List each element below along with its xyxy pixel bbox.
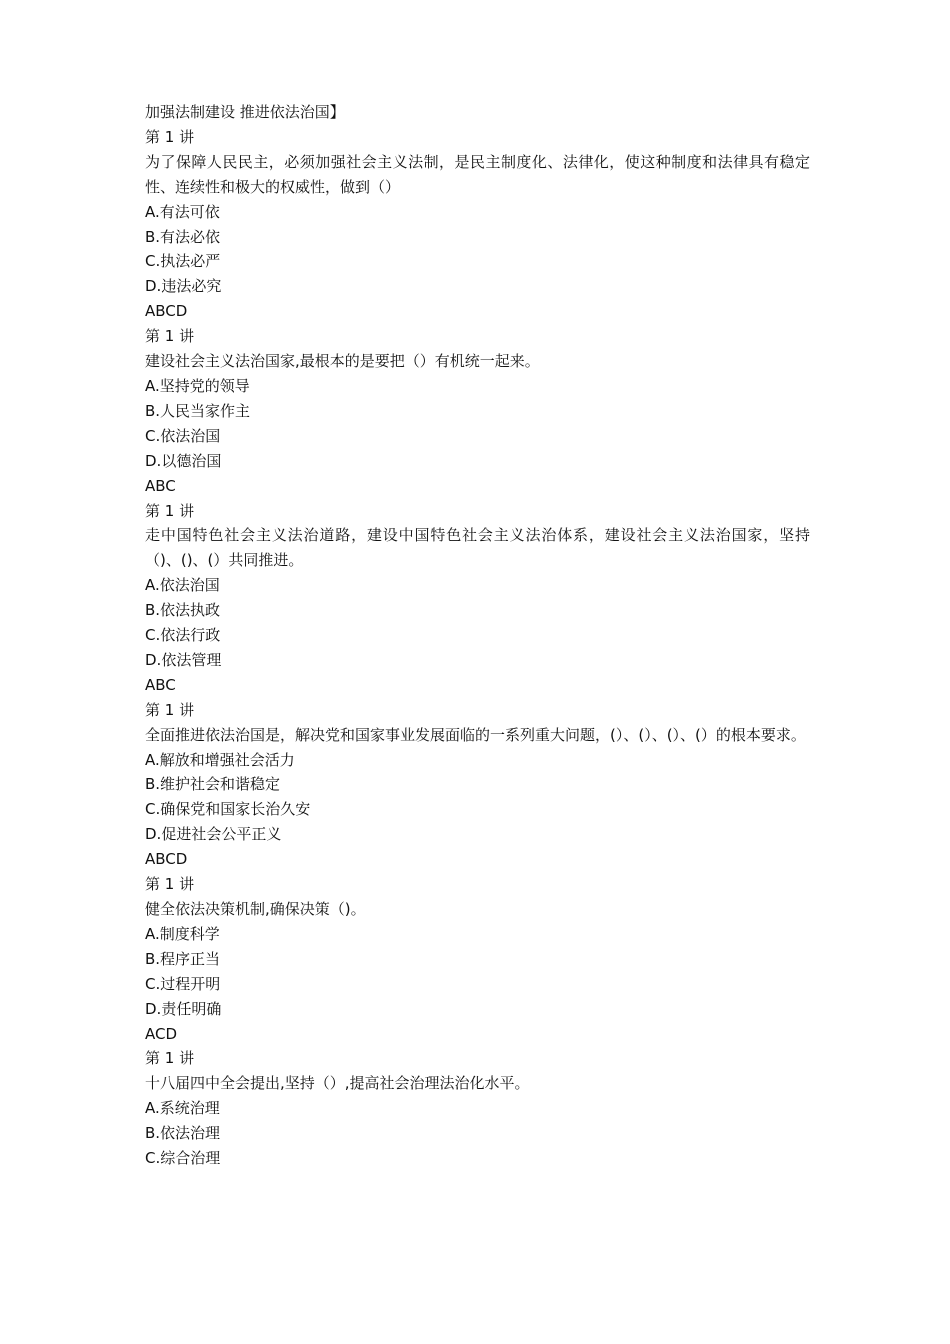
- option-a: A.有法可依: [145, 202, 220, 221]
- option-a: A.坚持党的领导: [145, 376, 250, 395]
- option-b: B.依法执政: [145, 601, 221, 620]
- option-d: D.违法必究: [145, 277, 222, 296]
- option-b: B.维护社会和谐稳定: [145, 775, 281, 794]
- answer-key: ABC: [145, 476, 176, 495]
- question-stem: 走中国特色社会主义法治道路，建设中国特色社会主义法治体系，建设社会主义法治国家，坚持（)、()、(）共同推进。: [145, 526, 810, 570]
- option-d: D.责任明确: [145, 999, 222, 1018]
- document-body: [145, 100, 810, 1171]
- option-d: D.依法管理: [145, 650, 222, 669]
- option-b: B.有法必依: [145, 227, 221, 246]
- option-c: C.依法治国: [145, 426, 221, 445]
- option-c: C.过程开明: [145, 974, 221, 993]
- option-d: D.以德治国: [145, 451, 222, 470]
- lecture-label: 第 1 讲: [145, 875, 195, 894]
- option-b: B.依法治理: [145, 1124, 221, 1143]
- option-a: A.解放和增强社会活力: [145, 750, 295, 769]
- option-c: C.执法必严: [145, 252, 221, 271]
- option-b: B.程序正当: [145, 949, 221, 968]
- lecture-label: 第 1 讲: [145, 127, 195, 146]
- answer-key: ABCD: [145, 302, 188, 321]
- lecture-label: 第 1 讲: [145, 501, 195, 520]
- option-b: B.人民当家作主: [145, 401, 251, 420]
- lecture-label: 第 1 讲: [145, 327, 195, 346]
- question-stem: 全面推进依法治国是，解决党和国家事业发展面临的一系列重大问题，(）、(）、(）、(）的根本要求。: [145, 725, 806, 744]
- document-title: 加强法制建设 推进依法治国】: [145, 103, 345, 121]
- answer-key: ABC: [145, 675, 176, 694]
- answer-key: ACD: [145, 1024, 178, 1043]
- option-d: D.促进社会公平正义: [145, 825, 282, 844]
- option-a: A.系统治理: [145, 1099, 220, 1118]
- question-stem: 建设社会主义法治国家,最根本的是要把（）有机统一起来。: [145, 352, 540, 371]
- option-c: C.综合治理: [145, 1149, 221, 1168]
- option-c: C.确保党和国家长治久安: [145, 800, 311, 819]
- question-stem: 健全依法决策机制,确保决策（)。: [145, 900, 366, 918]
- question-stem: 十八届四中全会提出,坚持（）,提高社会治理法治化水平。: [145, 1074, 530, 1093]
- lecture-label: 第 1 讲: [145, 700, 195, 719]
- option-a: A.依法治国: [145, 576, 220, 595]
- answer-key: ABCD: [145, 850, 188, 869]
- question-stem: 为了保障人民民主，必须加强社会主义法制，是民主制度化、法律化，使这种制度和法律具有稳定性、连续性和极大的权威性，做到（）: [145, 152, 810, 196]
- option-c: C.依法行政: [145, 626, 221, 645]
- option-a: A.制度科学: [145, 924, 220, 943]
- lecture-label: 第 1 讲: [145, 1049, 195, 1068]
